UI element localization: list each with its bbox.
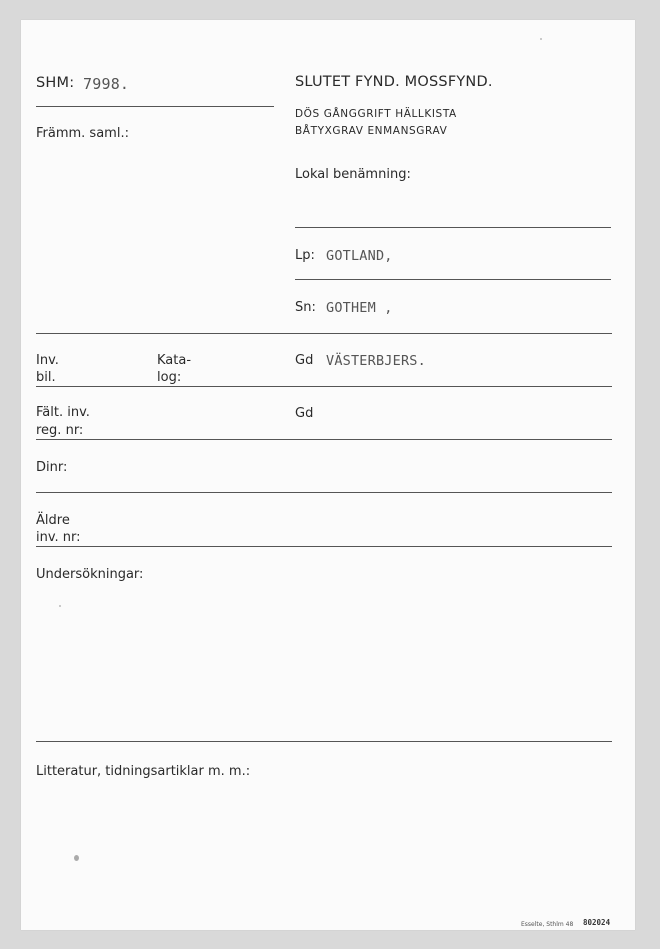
dinr-label: Dinr:	[36, 460, 68, 475]
bil-label: bil.	[36, 370, 56, 385]
log-label: log:	[157, 370, 182, 385]
main-rule-2	[36, 386, 612, 387]
inv-nr-label: inv. nr:	[36, 530, 81, 545]
lokal-rule	[295, 227, 611, 228]
main-rule-4	[36, 492, 612, 493]
aldre-label: Äldre	[36, 513, 70, 528]
printer-mark: Esselte, Sthlm 48	[521, 921, 574, 928]
paper-speck	[59, 605, 61, 607]
sn-value: GOTHEM ,	[326, 300, 393, 316]
lp-value: GOTLAND,	[326, 248, 393, 264]
gravtyper-line-1: DÖS GÅNGGRIFT HÄLLKISTA	[295, 108, 457, 120]
paper-speck	[74, 855, 79, 861]
gd-value: VÄSTERBJERS.	[326, 353, 426, 369]
main-rule-3	[36, 439, 612, 440]
lp-label: Lp:	[295, 248, 315, 263]
main-rule-5	[36, 546, 612, 547]
gd2-label: Gd	[295, 406, 314, 421]
fyndtyp-label: SLUTET FYND. MOSSFYND.	[295, 74, 493, 90]
inv-label: Inv.	[36, 353, 59, 368]
lp-rule	[295, 279, 611, 280]
gd-label: Gd	[295, 353, 314, 368]
catalog-card	[21, 20, 635, 930]
paper-speck	[540, 38, 542, 40]
form-number: 802024	[583, 918, 611, 927]
litteratur-label: Litteratur, tidningsartiklar m. m.:	[36, 764, 251, 779]
lokal-benamning-label: Lokal benämning:	[295, 167, 411, 182]
shm-rule	[36, 106, 274, 107]
main-rule-1	[36, 333, 612, 334]
shm-number: 7998.	[83, 75, 130, 93]
main-rule-6	[36, 741, 612, 742]
framm-saml-label: Främm. saml.:	[36, 126, 129, 141]
undersokningar-label: Undersökningar:	[36, 567, 144, 582]
shm-label: SHM:	[36, 75, 75, 91]
falt-inv-label: Fält. inv.	[36, 405, 90, 420]
sn-label: Sn:	[295, 300, 316, 315]
kata-label: Kata-	[157, 353, 192, 368]
gravtyper-line-2: BÅTYXGRAV ENMANSGRAV	[295, 125, 448, 137]
reg-nr-label: reg. nr:	[36, 423, 84, 438]
